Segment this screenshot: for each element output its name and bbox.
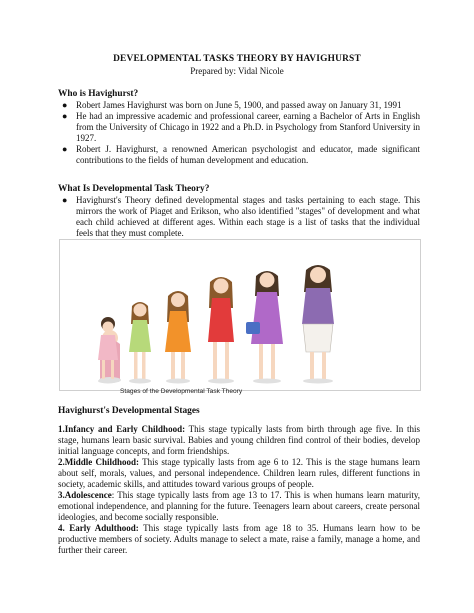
list-item-text: Robert James Havighurst was born on June 5, 1900, and passed away on January 31, 1991 <box>76 100 402 110</box>
bullet-icon: ● <box>62 144 68 154</box>
list-item <box>58 195 420 239</box>
stage-paragraph <box>58 490 420 523</box>
list-item <box>58 111 420 144</box>
stage-label: 1.Infancy and Early Childhood: <box>58 424 186 434</box>
figure-preteen <box>165 291 191 384</box>
list-item-text: Havighurst's Theory defined developmental stages and tasks pertaining to each stage. This mirrors the work of Piaget and Erikson, who also identified "stages" of development and what each child achieved at different ages. Within each stage is a list of tasks that the individual feels that they must complete. <box>76 195 420 238</box>
developmental-stages-figures <box>60 240 420 390</box>
page-subtitle: Prepared by: Vidal Nicole <box>190 66 284 76</box>
stage-label: 2.Middle Childhood: <box>58 457 140 467</box>
list-item <box>58 144 420 166</box>
bullet-icon: ● <box>62 111 68 121</box>
section-heading-who: Who is Havighurst? <box>58 89 139 99</box>
stage-label: 4. Early Adulthood: <box>58 523 139 533</box>
stage-text: This stage typically lasts from age 6 to 12. This is the stage humans learn about self, morals, values, and personal independence. Children learn rules, different functions in society, academic skills, and attitudes toward various groups of people. <box>58 457 420 489</box>
stage-text: This stage typically lasts from age 18 to 35. Humans learn how to be productive members of society. Adults manage to select a mate, raise a family, manage a home, and further their career. <box>58 523 420 555</box>
list-item-text: He had an impressive academic and professional career, earning a Bachelor of Arts in English from the University of Chicago in 1922 and a Ph.D. in Psychology from Stanford University in 1927. <box>76 111 420 143</box>
figure-girl <box>129 302 151 384</box>
stages-illustration <box>59 239 421 391</box>
figure-older-woman <box>302 265 334 384</box>
stage-paragraph <box>58 424 420 457</box>
bullet-list-who <box>58 100 420 166</box>
figure-caption: Stages of the Developmental Task Theory <box>120 388 243 395</box>
section-heading-stages: Havighurst's Developmental Stages <box>58 406 200 416</box>
list-item-text: Robert J. Havighurst, a renowned American psychologist and educator, made significant contributions to the fields of human development and education. <box>76 144 420 165</box>
stages-list <box>58 424 420 556</box>
figure-woman-handbag <box>246 271 283 384</box>
stage-text: This stage typically lasts from birth through age five. In this stage, humans learn basic survival. Babies and young children find control of their bodies, develop initial language concepts, and form friendships. <box>58 424 420 456</box>
page-title: DEVELOPMENTAL TASKS THEORY BY HAVIGHURST <box>113 54 361 64</box>
bullet-list-what <box>58 195 420 239</box>
list-item <box>58 100 420 111</box>
section-heading-what: What Is Developmental Task Theory? <box>58 184 210 194</box>
stage-text: : This stage typically lasts from age 13 to 17. This is when humans learn maturity, emotional independence, and planning for the future. Teenagers learn about careers, create personal ideologies, and become socially responsible. <box>58 490 420 522</box>
stage-paragraph <box>58 523 420 556</box>
stage-paragraph <box>58 457 420 490</box>
figure-young-woman <box>208 277 234 384</box>
bullet-icon: ● <box>62 195 68 205</box>
handbag-icon <box>246 322 260 334</box>
stage-label: 3.Adolescence <box>58 490 112 500</box>
bullet-icon: ● <box>62 100 68 110</box>
